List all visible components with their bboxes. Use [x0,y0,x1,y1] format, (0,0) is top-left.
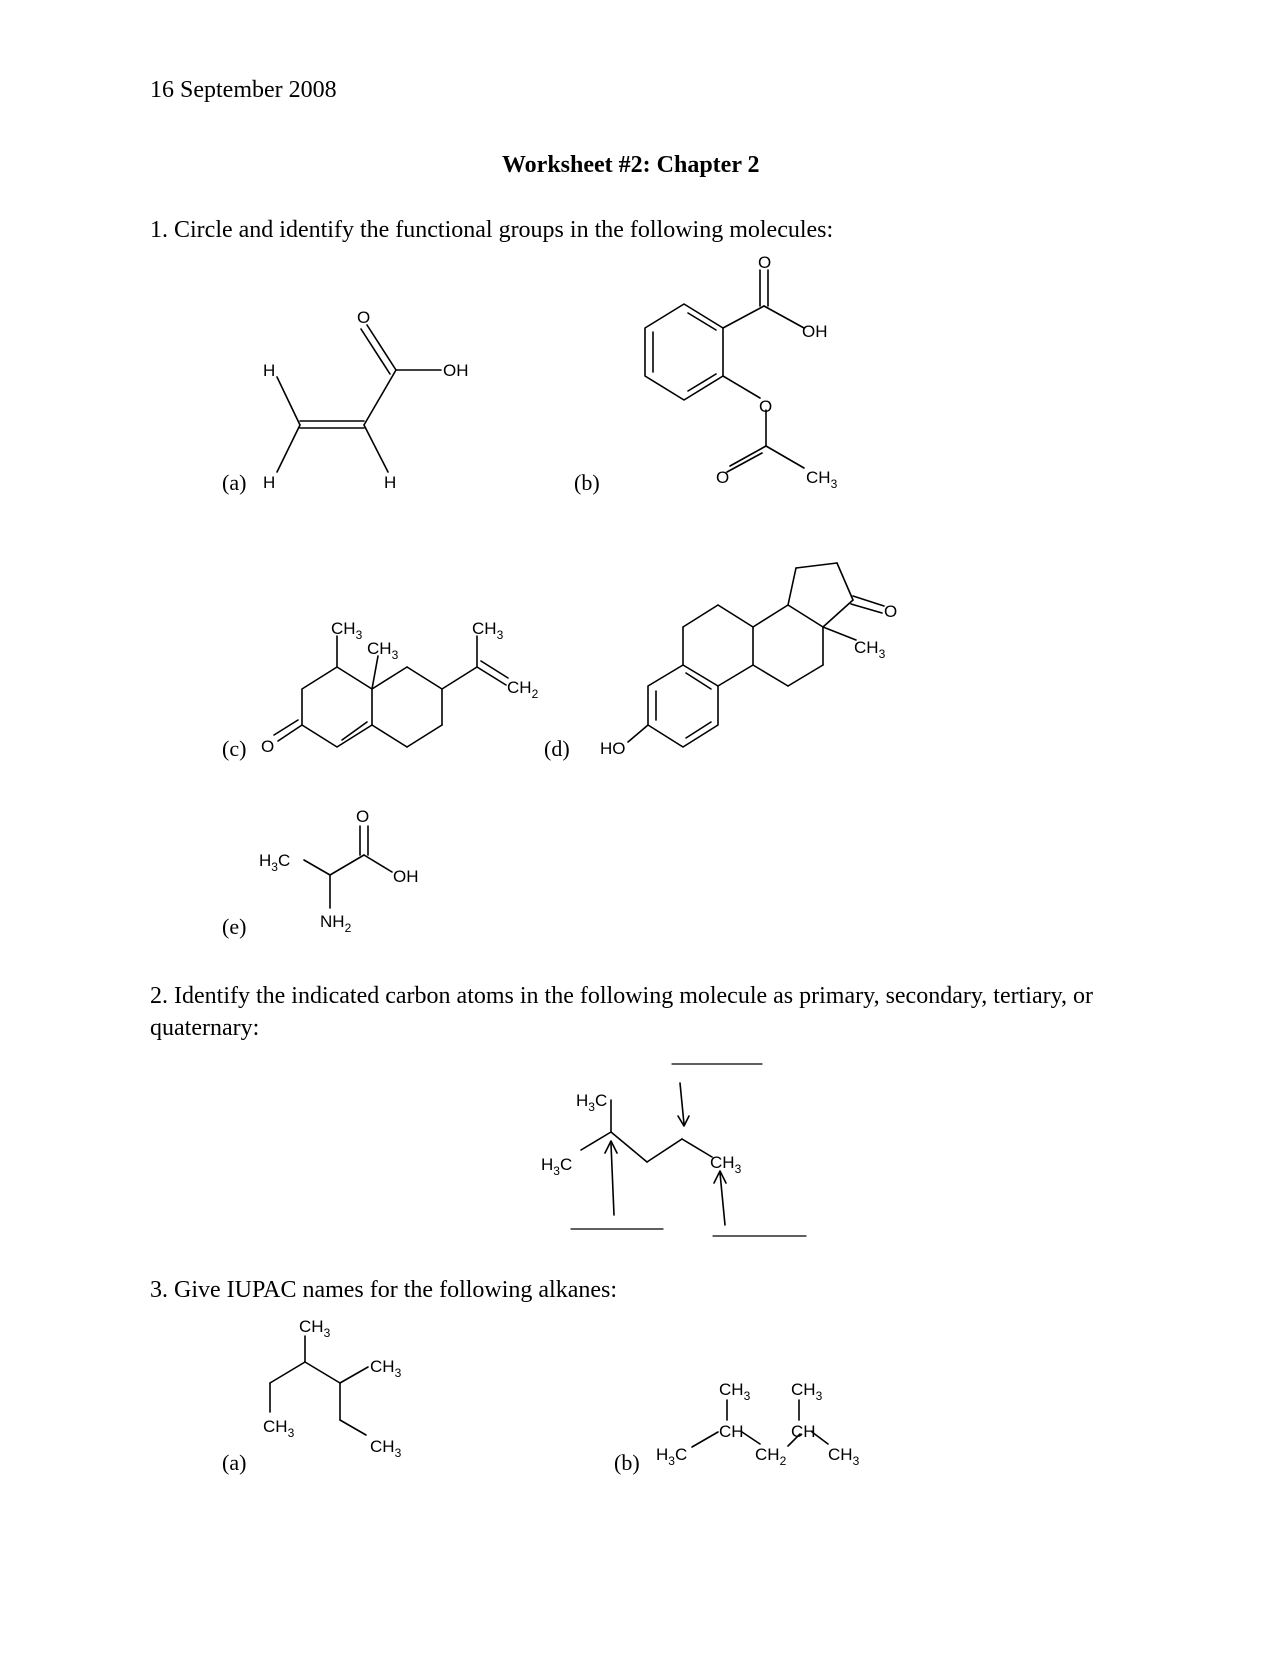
subscript: 2 [344,921,352,935]
svg-text:CH2 [755,1445,787,1468]
atom-label: CH [828,1445,853,1464]
subscript: 3 [394,1446,402,1460]
atom-label: CH [472,619,497,638]
subscript: 3 [271,860,278,874]
subscript: 3 [553,1164,560,1178]
atom-label: CH [370,1437,395,1456]
atom-label: HO [600,739,626,758]
atom-label: H [576,1091,589,1110]
atom-label: C [674,1445,688,1464]
subscript: 3 [668,1454,675,1468]
atom-label: CH [710,1153,735,1172]
atom-label: CH [370,1357,395,1376]
subscript: 3 [323,1326,331,1340]
atom-label: CH [507,678,532,697]
atom-label: H [263,361,276,380]
atom-label: CH [791,1380,816,1399]
atom-label: H [259,851,272,870]
subscript: 3 [355,628,363,642]
part-label-1d: (d) [544,736,570,761]
subscript: 3 [852,1454,860,1468]
atom-label: NH [320,912,345,931]
question-1-prompt: 1. Circle and identify the functional groups in the following molecules: [150,217,834,243]
part-label-1a: (a) [222,470,247,495]
subscript: 3 [287,1426,295,1440]
subscript: 3 [391,648,399,662]
subscript: 2 [779,1454,787,1468]
atom-label: O [759,397,773,416]
subscript: 3 [878,647,886,661]
atom-label: CH [755,1445,780,1464]
atom-label: CH [719,1422,744,1441]
svg-text:CH3 [719,1380,751,1403]
atom-label: H [541,1155,554,1174]
subscript: 3 [394,1366,402,1380]
atom-label: OH [802,322,828,341]
atom-label: O [716,468,730,487]
svg-text:CH3 [791,1380,823,1403]
atom-label: CH [806,468,831,487]
atom-label: H [263,473,276,492]
atom-label: CH [854,638,879,657]
part-label-1b: (b) [574,470,600,495]
atom-label: O [356,807,370,826]
atom-label: OH [443,361,469,380]
subscript: 3 [815,1389,823,1403]
atom-label: C [594,1091,608,1110]
subscript: 3 [496,628,504,642]
date: 16 September 2008 [150,77,337,103]
atom-label: CH [299,1317,324,1336]
svg-text:CH3 [828,1445,860,1468]
part-label-1e: (e) [222,914,247,939]
atom-label: CH [791,1422,816,1441]
svg-text:H3C [656,1445,687,1468]
atom-label: O [884,602,898,621]
atom-label: CH [719,1380,744,1399]
worksheet-title: Worksheet #2: Chapter 2 [502,152,760,178]
atom-label: H [656,1445,669,1464]
atom-label: CH [331,619,356,638]
atom-label: OH [393,867,419,886]
atom-label: C [559,1155,573,1174]
part-label-3a: (a) [222,1450,247,1475]
question-3-prompt: 3. Give IUPAC names for the following alkanes: [150,1277,618,1303]
atom-label: O [261,737,275,756]
question-2-prompt: 2. Identify the indicated carbon atoms in the following molecule as primary, secondary, tertiary, or quaternary: [150,983,1094,1042]
atom-label: O [357,308,371,327]
atom-label: O [758,253,772,272]
part-label-1c: (c) [222,736,247,761]
atom-label: CH [367,639,392,658]
part-label-3b: (b) [614,1450,640,1475]
subscript: 2 [531,687,539,701]
subscript: 3 [734,1162,742,1176]
atom-label: C [277,851,291,870]
subscript: 3 [830,477,838,491]
atom-label: H [384,473,397,492]
atom-label: CH [263,1417,288,1436]
subscript: 3 [588,1100,595,1114]
subscript: 3 [743,1389,751,1403]
